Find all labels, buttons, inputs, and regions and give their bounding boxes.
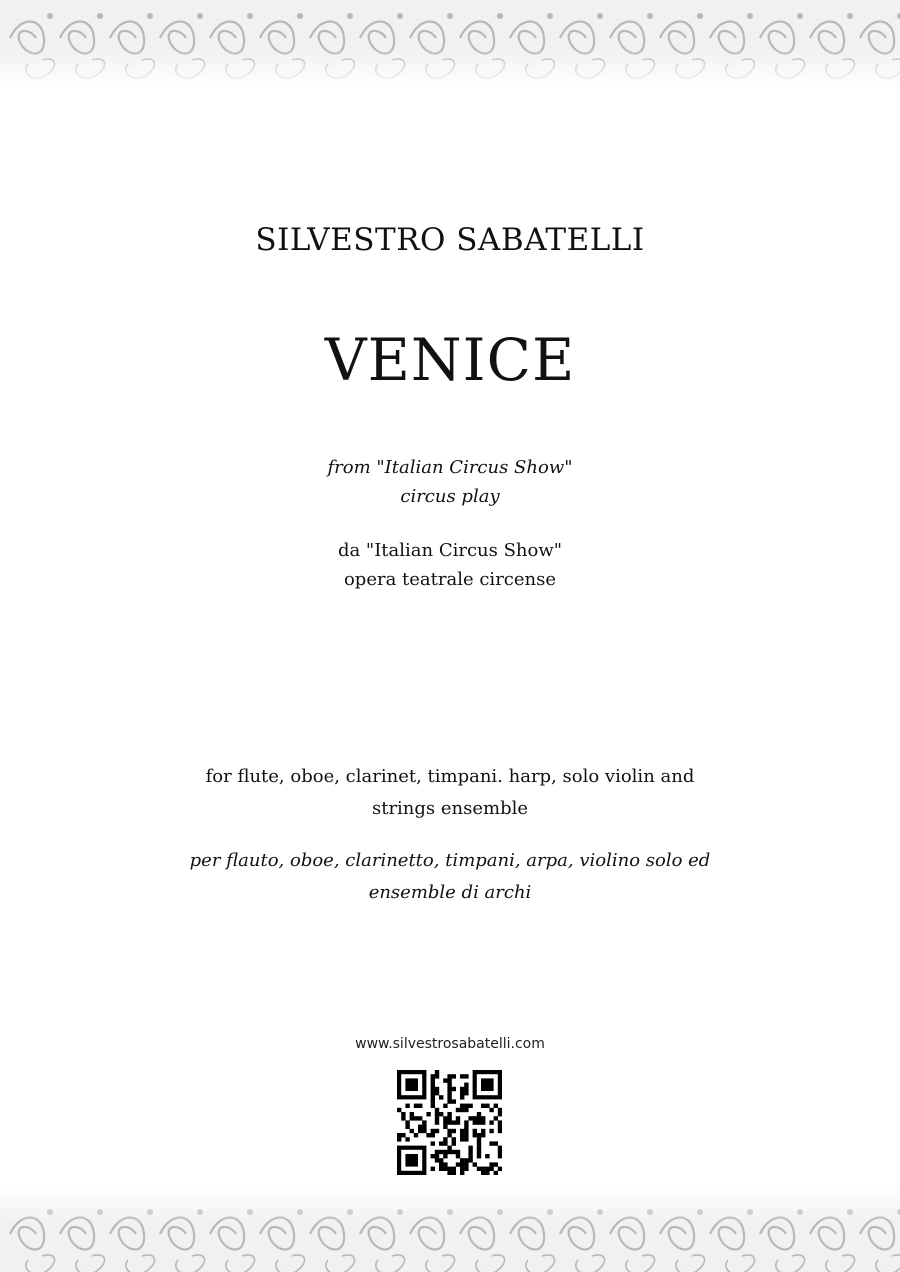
floral-ornament-icon (0, 1184, 900, 1272)
instrumentation-italian (0, 845, 900, 909)
floral-ornament-icon (0, 0, 900, 88)
top-ornament-border (0, 0, 900, 88)
composer-name: SILVESTRO SABATELLI (255, 222, 645, 258)
piece-title: VENICE (324, 326, 576, 394)
subtitle-english (0, 453, 900, 511)
subtitle-italian-line1: da "Italian Circus Show" (337, 540, 563, 561)
bottom-ornament-border (0, 1184, 900, 1272)
instrumentation-italian-line1: per flauto, oboe, clarinetto, timpani, arpa, violino solo ed (189, 850, 711, 871)
instrumentation-english (0, 761, 900, 825)
qr-code-icon[interactable] (397, 1070, 502, 1175)
instrumentation-english-line1: for flute, oboe, clarinet, timpani. harp, solo violin and (205, 766, 695, 787)
subtitle-italian-line2: opera teatrale circense (343, 569, 557, 590)
website-link[interactable]: www.silvestrosabatelli.com (355, 1036, 545, 1052)
subtitle-english-line2: circus play (400, 486, 500, 507)
subtitle-english-line1: from "Italian Circus Show" (327, 457, 573, 478)
subtitle-italian (0, 536, 900, 594)
instrumentation-english-line2: strings ensemble (371, 798, 529, 819)
instrumentation-italian-line2: ensemble di archi (368, 882, 532, 903)
